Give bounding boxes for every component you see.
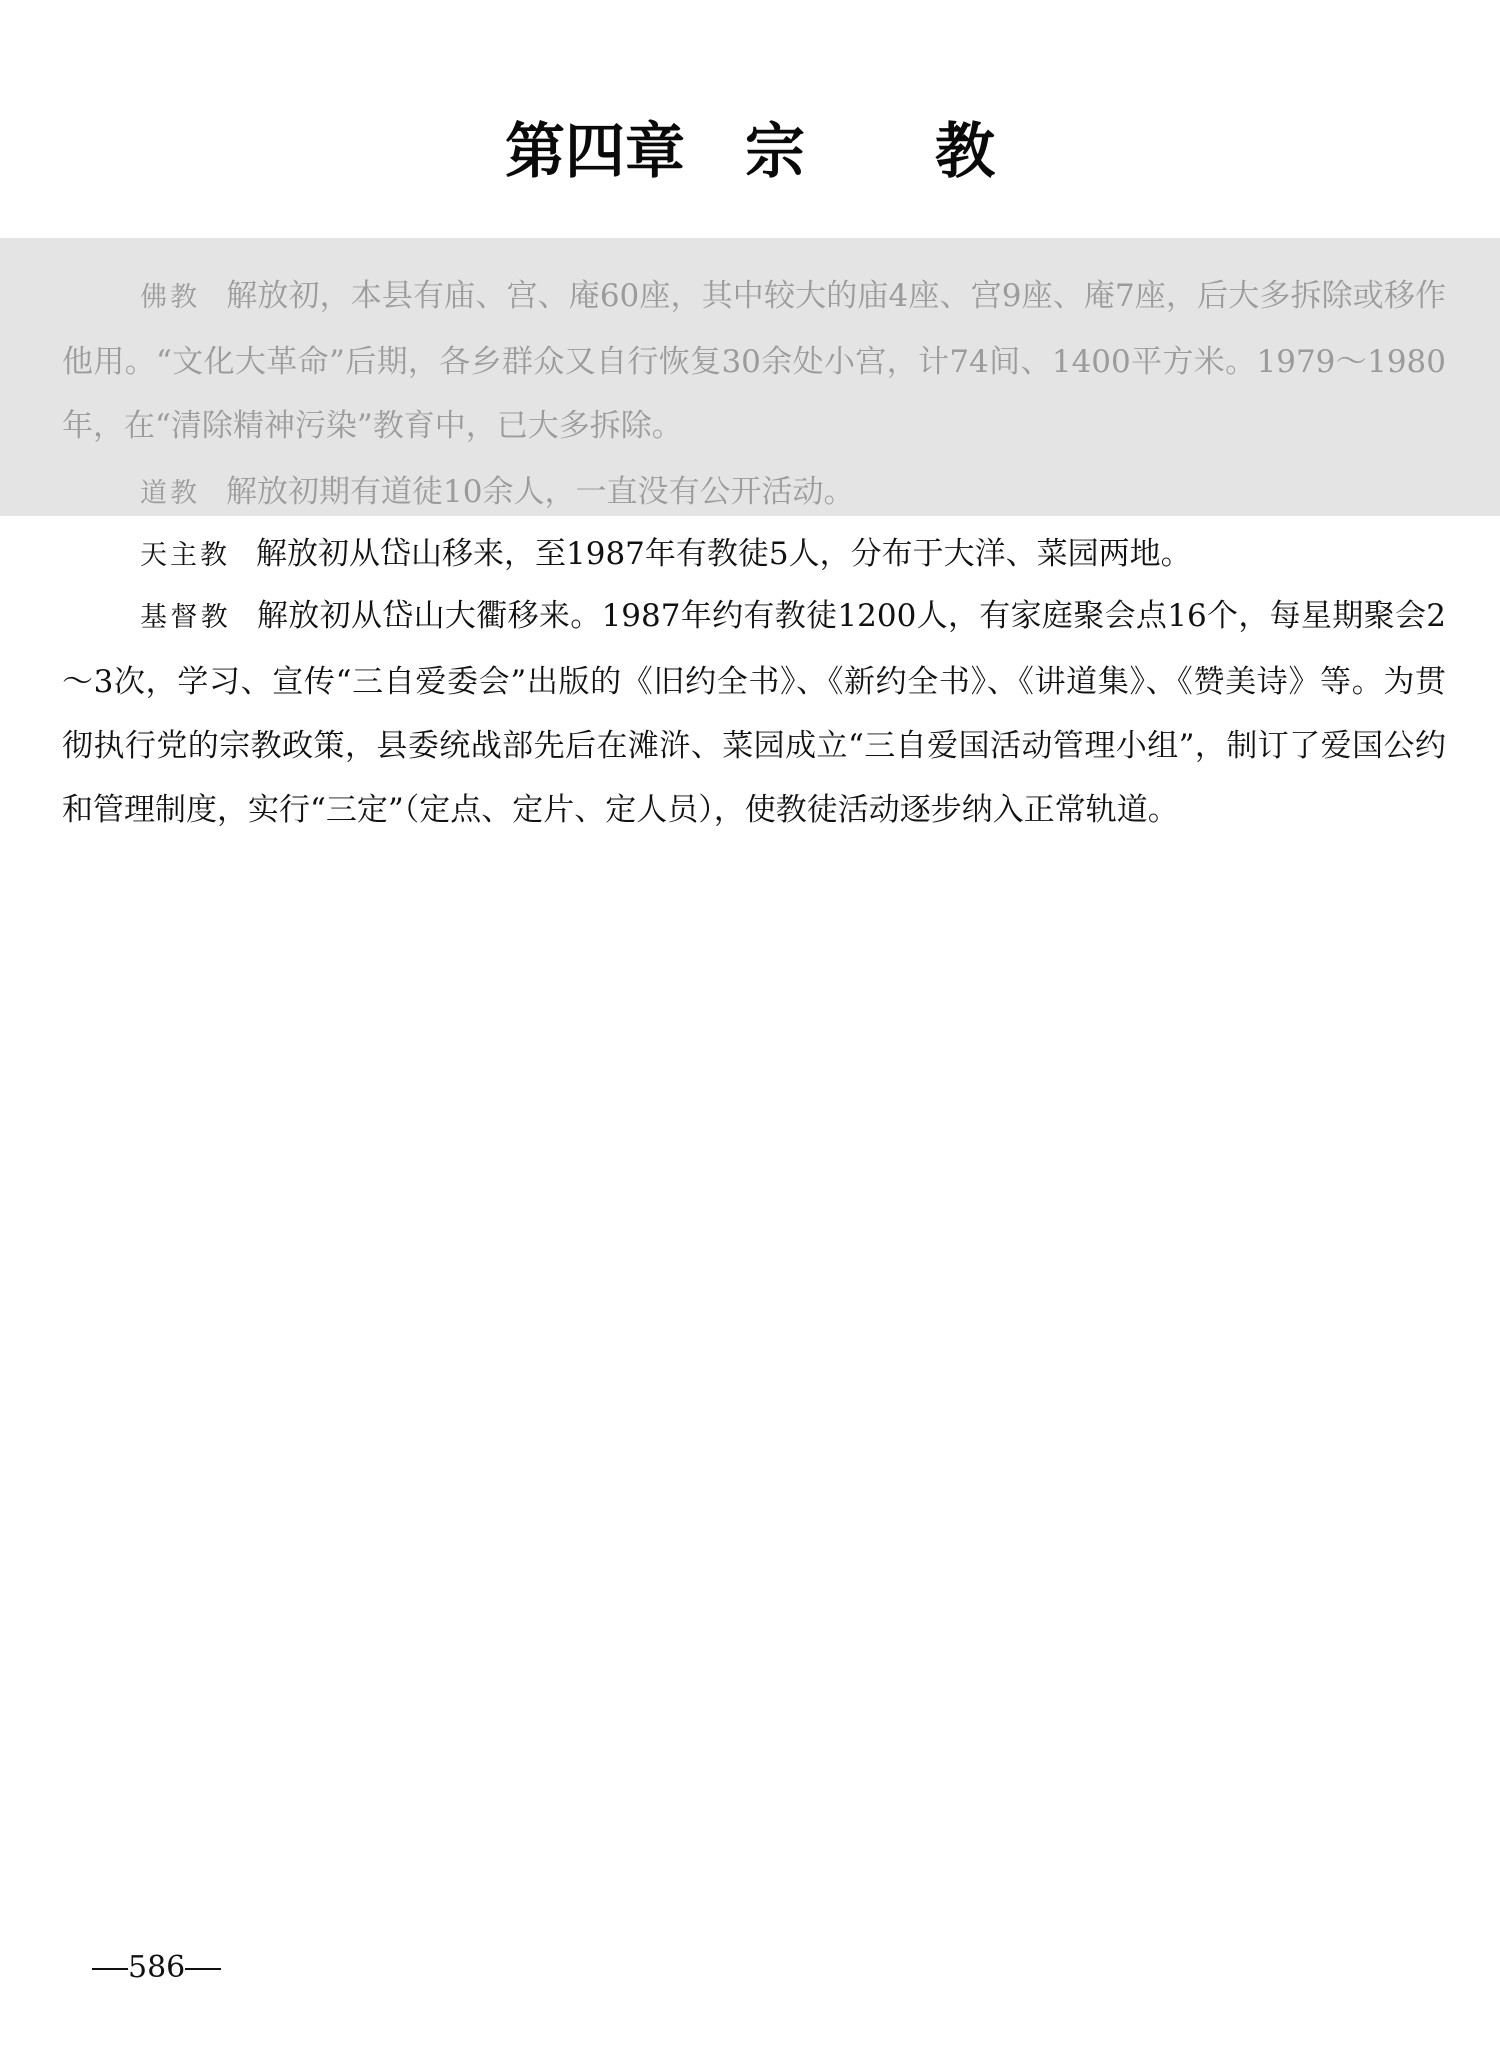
- section-buddhism: [62, 264, 1446, 458]
- page-number-dash: [185, 1968, 221, 1970]
- section-lead: 佛教: [140, 282, 201, 313]
- chapter-number: 第四章: [505, 117, 685, 187]
- chapter-name-char-1: 宗: [745, 117, 805, 187]
- section-body: 解放初从岱山大衢移来。1987年约有教徒1200人，有家庭聚会点16个，每星期聚会2～3次，学习、宣传“三自爱委会”出版的《旧约全书》、《新约全书》、《讲道集》、《赞美诗》等。为贯彻执行党的宗教政策，县委统战部先后在滩浒、菜园成立“三自爱国活动管理小组”，制订了爱国公约和管理制度，实行“三定”（定点、定片、定人员），使教徒活动逐步纳入正常轨道。: [62, 598, 1447, 828]
- page-number: [92, 1948, 221, 1988]
- section-christianity: [62, 584, 1446, 842]
- section-body: 解放初，本县有庙、宫、庵60座，其中较大的庙4座、宫9座、庵7座，后大多拆除或移作他用。“文化大革命”后期，各乡群众又自行恢复30余处小宫，计74间、1400平方米。1979～1980年，在“清除精神污染”教育中，已大多拆除。: [62, 278, 1446, 444]
- chapter-title: [0, 112, 1500, 192]
- section-lead: 基督教: [140, 602, 231, 633]
- section-body: 解放初从岱山移来，至1987年有教徒5人，分布于大洋、菜园两地。: [256, 536, 1192, 572]
- section-lead: 道教: [140, 478, 200, 509]
- chapter-name-char-2: 教: [935, 117, 995, 187]
- page-number-value: 586: [128, 1950, 186, 1985]
- page-number-dash: [92, 1968, 128, 1970]
- section-catholicism: [62, 522, 1446, 588]
- section-body: 解放初期有道徒10余人，一直没有公开活动。: [226, 474, 855, 510]
- section-lead: 天主教: [140, 540, 230, 571]
- section-taoism: [62, 460, 1446, 526]
